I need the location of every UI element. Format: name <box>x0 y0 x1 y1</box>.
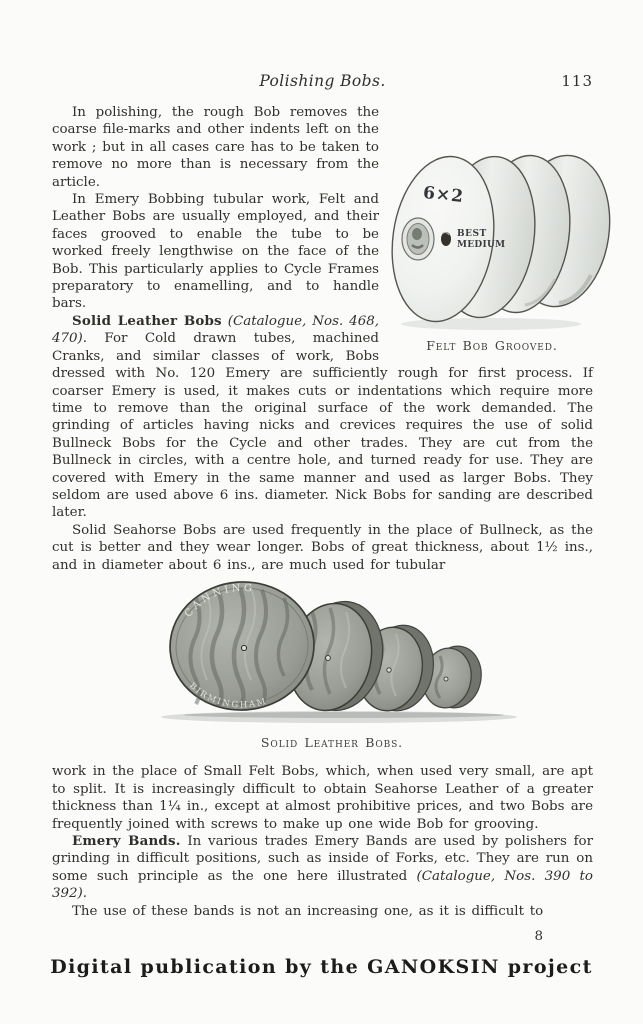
paragraph-intro-text: In polishing, the rough Bob removes the coarse file-marks and other indents left on the work ; but in all cases care has to be taken to remove no more than is necessary from the article. <box>52 105 379 190</box>
bob-stamp-top-text: CANNING <box>182 582 256 620</box>
felt-bob-caption: Felt Bob Grooved. <box>426 338 558 353</box>
bob-stamp-bottom-text: BIRMINGHAM <box>187 681 269 711</box>
paragraph-seahorse-bobs <box>52 522 593 574</box>
leather-bobs-illustration <box>144 580 520 732</box>
maker-stamp-icon <box>402 218 434 260</box>
paragraph-bands-usage <box>52 903 593 920</box>
catalogue-reference-468: (Catalogue, Nos. 468, 470). <box>52 313 379 347</box>
catalogue-reference-390: (Catalogue, Nos. 390 to 392). <box>52 868 593 902</box>
paragraph-seahorse-continued <box>52 763 593 833</box>
paragraph-bands-usage-text: The use of these bands is not an increasing one, as it is difficult to <box>72 903 544 919</box>
paragraph-seahorse-bobs-text: Solid Seahorse Bobs are used frequently in the place of Bullneck, as the cut is better and they wear longer. Bobs of great thickness, about 1½ ins., and in diameter about 6 ins., are much used for tubular <box>52 522 593 573</box>
page-title: Polishing Bobs. <box>259 72 386 90</box>
felt-bob-figure <box>391 147 619 354</box>
leather-bobs-figure <box>144 580 520 751</box>
running-head <box>0 0 643 90</box>
leather-bobs-caption: Solid Leather Bobs. <box>260 734 404 750</box>
paragraph-emery-bands <box>52 833 593 903</box>
solid-leather-bobs-heading: Solid Leather Bobs <box>72 312 222 329</box>
signature-mark: 8 <box>534 929 543 945</box>
page-number: 113 <box>561 72 593 90</box>
leather-bob-1 <box>166 580 319 715</box>
publication-footer: Digital publication by the GANOKSIN project <box>50 956 593 978</box>
felt-bob-illustration <box>391 147 619 335</box>
paragraph-seahorse-continued-text: work in the place of Small Felt Bobs, which, when used very small, are apt to split. It is increasingly difficult to obtain Seahorse Leather of a greater thickness than 1¼ in., except at almost prohibitive prices, and two Bobs are frequently joined with screws to make up one wide Bob for grooving. <box>52 764 593 832</box>
paragraph-emery-bobbing-text: In Emery Bobbing tubular work, Felt and Leather Bobs are usually employed, and their faces grooved to enable the tube to be worked freely lengthwise on the face of the Bob. This particularly applies to Cycle Frames preparatory to enamelling, and to handle bars. <box>52 192 379 312</box>
grade-stamp-line1: BEST <box>457 229 487 239</box>
grade-stamp-line2: MEDIUM <box>457 240 506 250</box>
paragraph-emery-bands-text: In various trades Emery Bands are used by polishers for grinding in difficult positions, such as inside of Forks, etc. They are run on some such principle as the one here illustrated <box>52 834 593 884</box>
paragraph-solid-leather-bobs-text: For Cold drawn tubes, machined Cranks, and similar classes of work, Bobs dressed with No. 120 Emery are sufficiently rough for first process. If coarser Emery is used, it makes cuts or indentations which require more time to remove than the original surface of the work demanded. The grinding of articles having nicks and crevices requires the use of solid Bullneck Bobs for the Cycle and other trades. They are cut from the Bullneck in circles, with a centre hole, and turned ready for use. They are covered with Emery in the same manner and used as larger Bobs. They seldom are used above 6 ins. diameter. Nick Bobs for sanding are described later. <box>52 331 593 521</box>
size-stamp-text: 6×2 <box>422 182 465 208</box>
page-body <box>0 90 643 945</box>
emery-bands-heading: Emery Bands. <box>72 833 181 849</box>
